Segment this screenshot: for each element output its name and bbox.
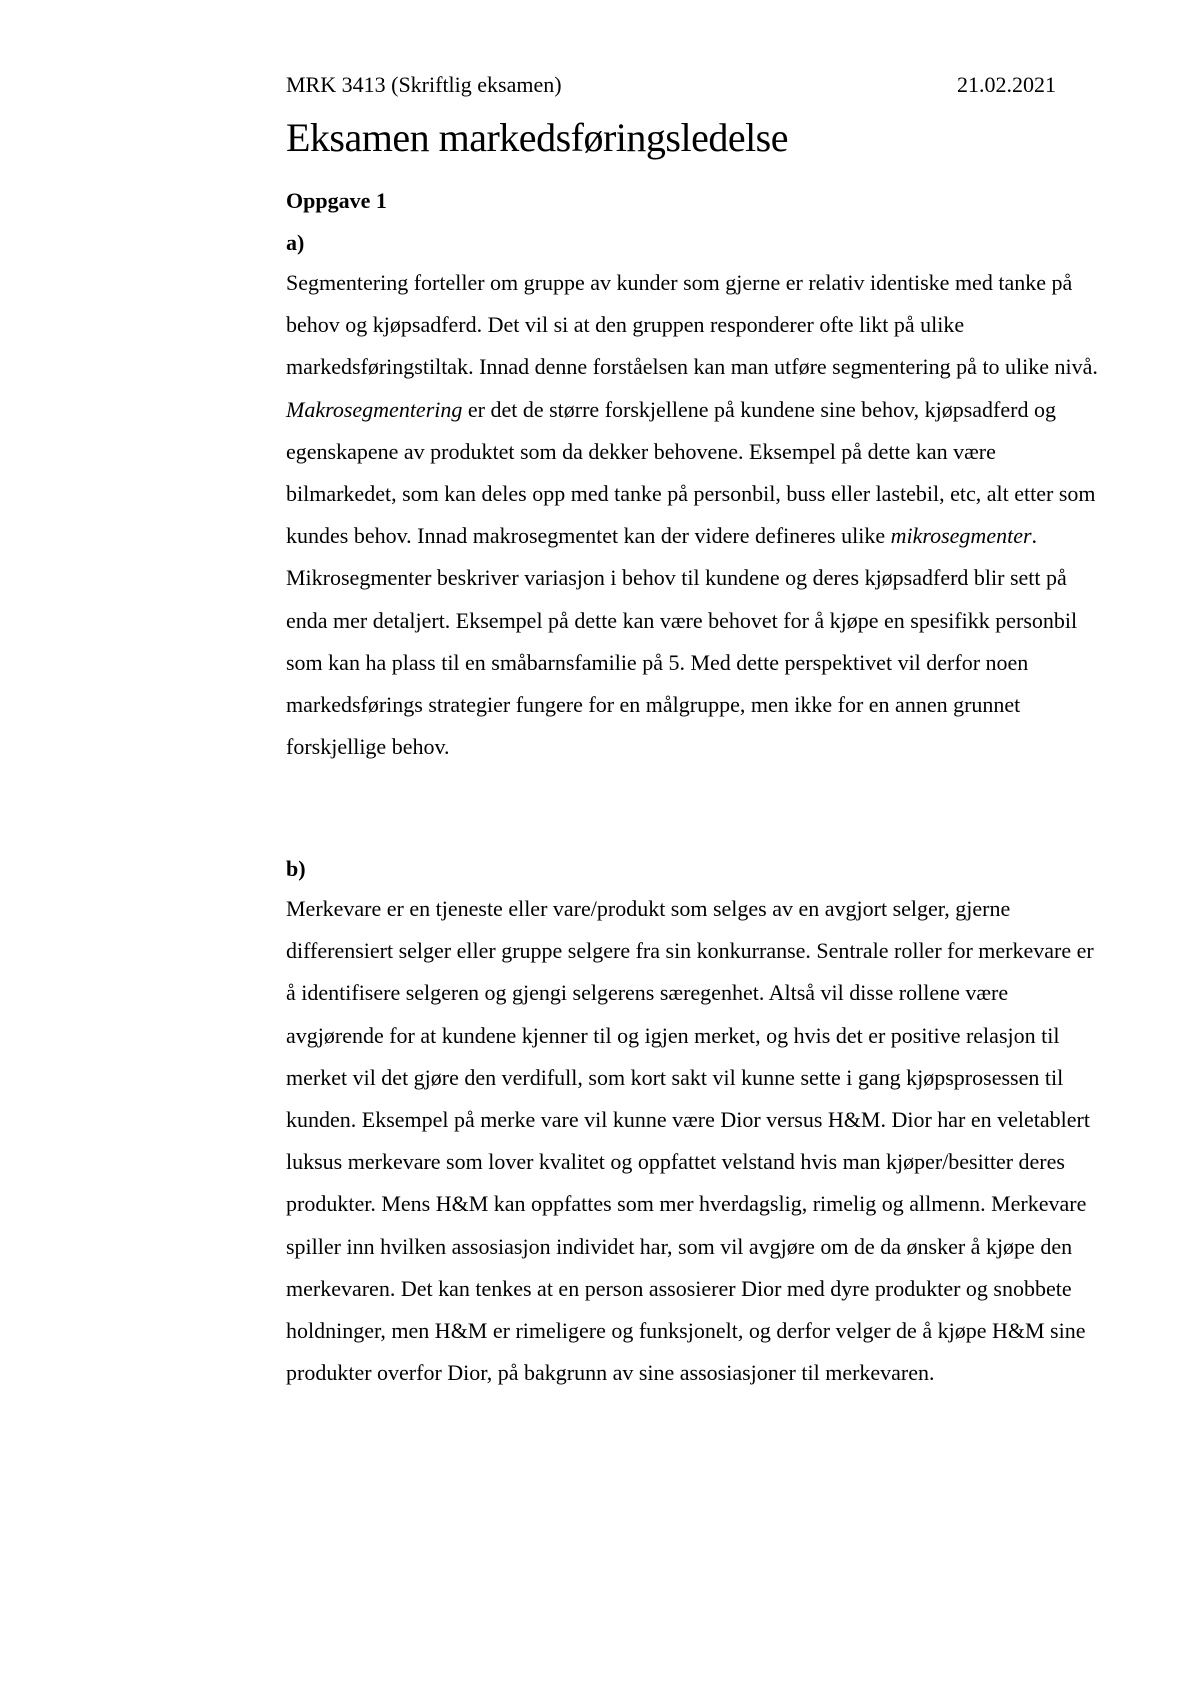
subtask-a-answer: [286, 262, 1098, 768]
document-header: [286, 72, 1056, 98]
document-title: Eksamen markedsføringsledelse: [286, 115, 789, 160]
course-code: MRK 3413 (Skriftlig eksamen): [286, 72, 562, 97]
term-mikrosegmenter: mikrosegmenter: [890, 523, 1032, 549]
answer-a-text-1: Segmentering forteller om gruppe av kunder som gjerne er relativ identiske med tanke på behov og kjøpsadferd. Det vil si at den gruppen responderer ofte likt på ulike markedsføringstiltak. Innad denne forståelsen kan man utføre segmentering på to ulike nivå.: [286, 270, 1098, 380]
task-heading: Oppgave 1: [286, 188, 387, 213]
answer-a-text-3: . Mikrosegmenter beskriver variasjon i behov til kundene og deres kjøpsadferd blir sett på enda mer detaljert. Eksempel på dette kan være behovet for å kjøpe en spesifikk personbil som kan ha plass til en småbarnsfamilie på 5. Med dette perspektivet vil derfor noen markedsførings strategier fungere for en målgruppe, men ikke for en annen grunnet forskjellige behov.: [286, 523, 1078, 760]
subtask-b-answer: Merkevare er en tjeneste eller vare/produkt som selges av en avgjort selger, gjerne differensiert selger eller gruppe selgere fra sin konkurranse. Sentrale roller for merkevare er å identifisere selgeren og gjengi selgerens særegenhet. Altså vil disse rollene være avgjørende for at kundene kjenner til og igjen merket, og hvis det er positive relasjon til merket vil det gjøre den verdifull, som kort sakt vil kunne sette i gang kjøpsprosessen til kunden. Eksempel på merke vare vil kunne være Dior versus H&M. Dior har en veletablert luksus merkevare som lover kvalitet og oppfattet velstand hvis man kjøper/besitter deres produkter. Mens H&M kan oppfattes som mer hverdagslig, rimelig og allmenn. Merkevare spiller inn hvilken assosiasjon individet har, som vil avgjøre om de da ønsker å kjøpe den merkevaren. Det kan tenkes at en person assosierer Dior med dyre produkter og snobbete holdninger, men H&M er rimeligere og funksjonelt, og derfor velger de å kjøpe H&M sine produkter overfor Dior, på bakgrunn av sine assosiasjoner til merkevaren.: [286, 896, 1094, 1386]
term-makrosegmentering: Makrosegmentering: [286, 396, 463, 422]
subtask-a-label: a): [286, 230, 305, 255]
exam-date: 21.02.2021: [957, 72, 1056, 97]
answer-a-text-2: er det de større forskjellene på kundene sine behov, kjøpsadferd og egenskapene av produktet som da dekker behovene. Eksempel på dette kan være bilmarkedet, som kan deles opp med tanke på personbil, buss eller lastebil, etc, alt etter som kundes behov. Innad makrosegmentet kan der videre defineres ulike: [286, 396, 1096, 549]
subtask-b-label: b): [286, 856, 306, 881]
